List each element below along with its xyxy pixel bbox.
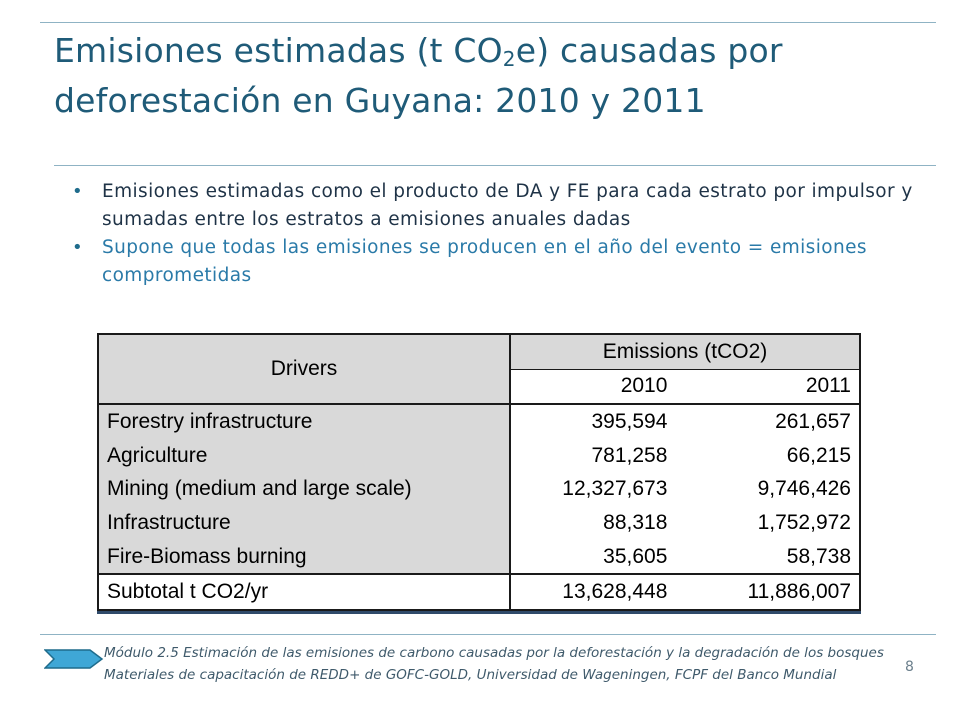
table-row <box>99 404 859 439</box>
footer-materials-line: Materiales de capacitación de REDD+ de GOFC-GOLD, Universidad de Wageningen, FCPF del Banco Mundial <box>104 667 837 683</box>
table-header-row <box>99 335 859 369</box>
subtotal-label: Subtotal t CO2/yr <box>99 574 510 609</box>
value-2011-cell: 1,752,972 <box>757 510 851 534</box>
subtotal-2011: 11,886,007 <box>705 574 859 609</box>
table-row <box>99 473 859 507</box>
page-number: 8 <box>905 659 914 675</box>
subtotal-2010: 13,628,448 <box>510 574 705 609</box>
value-2010-cell: 35,605 <box>603 544 668 568</box>
emissions-header: Emissions (tCO2) <box>510 335 859 369</box>
drivers-header: Drivers <box>99 335 510 404</box>
footer-credits <box>104 642 914 686</box>
value-2010-cell: 88,318 <box>603 510 668 534</box>
driver-cell: Agriculture <box>99 439 510 473</box>
driver-cell: Mining (medium and large scale) <box>99 473 510 507</box>
slide-title <box>54 26 934 126</box>
value-2011-cell: 261,657 <box>775 410 851 434</box>
title-divider <box>54 165 936 166</box>
driver-cell: Forestry infrastructure <box>99 404 510 439</box>
title-text-part1: Emisiones estimadas (t CO <box>54 31 503 70</box>
year-2010-header: 2010 <box>510 369 705 404</box>
value-2011-cell: 66,215 <box>786 443 851 467</box>
table-row <box>99 540 859 575</box>
chevron-arrow-icon <box>44 649 104 669</box>
table-row <box>99 439 859 473</box>
bullet-text: Emisiones estimadas como el producto de DA y FE para cada estrato por impulsor y sumadas entre los estratos a emisiones anuales dadas <box>102 181 913 230</box>
footer-module-line: Módulo 2.5 Estimación de las emisiones de carbono causadas por la deforestación y la degradación de los bosques <box>104 645 884 661</box>
bullet-item <box>72 178 932 234</box>
bullet-list <box>72 178 932 290</box>
subtotal-row <box>99 574 859 609</box>
year-2011-header: 2011 <box>705 369 859 404</box>
value-2010-cell: 12,327,673 <box>562 477 668 501</box>
driver-cell: Fire-Biomass burning <box>99 540 510 575</box>
value-2010-cell: 781,258 <box>591 443 668 467</box>
bullet-text: Supone que todas las emisiones se producen en el año del evento = emisiones comprometidas <box>102 237 867 286</box>
top-rule <box>40 22 936 23</box>
footer-divider <box>40 634 936 635</box>
title-subscript: 2 <box>502 47 516 71</box>
table-row <box>99 506 859 540</box>
title-text-part2: e) causadas por deforestación en Guyana: 2010 y 2011 <box>54 31 783 120</box>
value-2011-cell: 58,738 <box>786 544 851 568</box>
bullet-icon: • <box>72 237 84 258</box>
emissions-table <box>97 333 861 611</box>
value-2011-cell: 9,746,426 <box>757 477 851 501</box>
bullet-icon: • <box>72 181 84 202</box>
value-2010-cell: 395,594 <box>591 410 668 434</box>
driver-cell: Infrastructure <box>99 506 510 540</box>
bullet-item <box>72 234 932 290</box>
